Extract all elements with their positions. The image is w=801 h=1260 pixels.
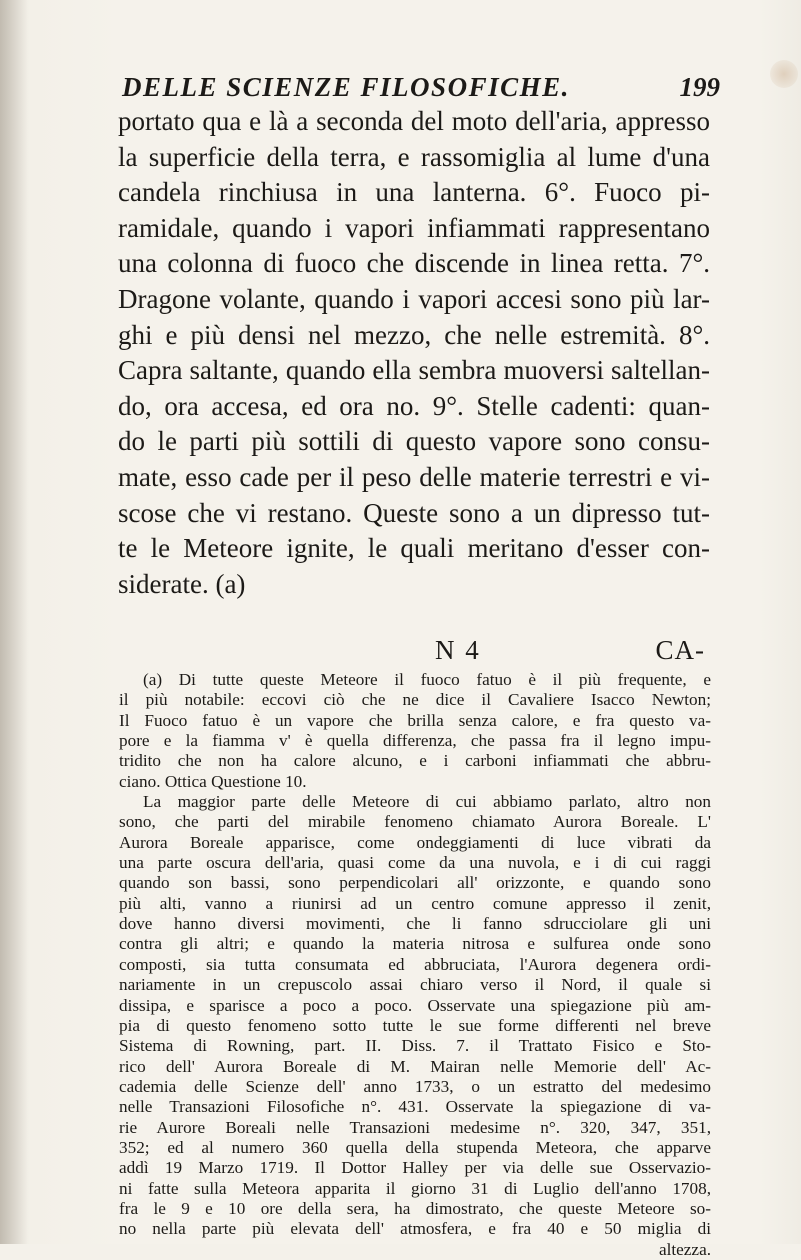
spine-shadow xyxy=(0,0,28,1244)
footnote-line: il più notabile: eccovi ciò che ne dice il Cavaliere Isacco Newton; xyxy=(119,690,711,710)
footnote-line: Sistema di Rowning, part. II. Diss. 7. il Trattato Fisico e Sto- xyxy=(119,1036,711,1056)
footnote-line: ciano. Ottica Questione 10. xyxy=(119,771,307,791)
text-line: una colonna di fuoco che discende in linea retta. 7°. xyxy=(118,248,710,279)
footnote-line: 352; ed al numero 360 quella della stupenda Meteora, che apparve xyxy=(119,1137,711,1157)
text-line: portato qua e là a seconda del moto dell'aria, appresso xyxy=(118,106,710,136)
text-line: te le Meteore ignite, le quali meritano d'esser con- xyxy=(118,533,710,564)
page-header xyxy=(118,72,758,108)
footnote-line: nelle Transazioni Filosofiche n°. 431. Osservate la spiegazione di va- xyxy=(119,1097,711,1117)
footnote-line: addì 19 Marzo 1719. Il Dottor Halley per via delle sue Osservazio- xyxy=(119,1158,711,1178)
signature-line xyxy=(120,635,705,669)
footnote-line: più alti, vanno a riunirsi ad un centro comune appresso il zenit, xyxy=(119,893,711,913)
text-line: Capra saltante, quando ella sembra muoversi saltellan- xyxy=(118,355,710,386)
footnote-line: quando son bassi, sono perpendicolari all' orizzonte, e quando sono xyxy=(119,873,711,893)
text-line: candela rinchiusa in una lanterna. 6°. Fuoco pi- xyxy=(118,177,710,208)
text-line: mate, esso cade per il peso delle materie terrestri e vi- xyxy=(118,461,710,492)
footnote-line: sono, che parti del mirabile fenomeno chiamato Aurora Boreale. L' xyxy=(119,812,711,832)
page-number: 199 xyxy=(679,72,720,102)
footnote-line: dove hanno diversi movimenti, che li fanno sdrucciolare gli uni xyxy=(119,914,711,934)
footnote-line: cademia delle Scienze dell' anno 1733, o un estratto del medesimo xyxy=(119,1076,711,1096)
main-text xyxy=(118,104,710,602)
text-line: siderate. (a) xyxy=(118,568,246,599)
footnote-line: pia di questo fenomeno sotto tutte le sue forme differenti nel breve xyxy=(119,1015,711,1035)
footnote xyxy=(119,670,711,1260)
footnote-line: fra le 9 e 10 ore della sera, ha dimostrato, che queste Meteore so- xyxy=(119,1198,711,1218)
catchword: CA- xyxy=(655,635,705,665)
footnote-line: dissipa, e sparisce a poco a poco. Osservate una spiegazione più am- xyxy=(119,995,711,1015)
text-line: do, ora accesa, ed ora no. 9°. Stelle cadenti: quan- xyxy=(118,390,710,421)
text-line: ghi e più densi nel mezzo, che nelle estremità. 8°. xyxy=(118,319,710,350)
footnote-line: La maggior parte delle Meteore di cui abbiamo parlato, altro non xyxy=(143,792,711,812)
footnote-line: nariamente in un crepuscolo assai chiaro verso il Nord, il quale si xyxy=(119,975,711,995)
text-line: la superficie della terra, e rassomiglia al lume d'una xyxy=(118,141,710,172)
footnote-line: altezza. xyxy=(659,1239,711,1259)
footnote-line: contra gli altri; e quando la materia nitrosa e sulfurea onde sono xyxy=(119,934,711,954)
text-line: ramidale, quando i vapori infiammati rappresentano xyxy=(118,212,710,243)
footnote-line: rico dell' Aurora Boreale di M. Mairan nelle Memorie dell' Ac- xyxy=(119,1056,711,1076)
footnote-line: ni fatte sulla Meteora apparita il giorno 31 di Luglio dell'anno 1708, xyxy=(119,1178,711,1198)
text-line: Dragone volante, quando i vapori accesi sono più lar- xyxy=(118,283,710,314)
text-line: do le parti più sottili di questo vapore sono consu- xyxy=(118,426,710,457)
footnote-line: una parte oscura dell'aria, quasi come da una nuvola, e i di cui raggi xyxy=(119,853,711,873)
text-line: scose che vi restano. Queste sono a un dipresso tut- xyxy=(118,497,710,528)
footnote-line: rie Aurore Boreali nelle Transazioni medesime n°. 320, 347, 351, xyxy=(119,1117,711,1137)
footnote-line: composti, sia tutta consumata ed abbruciata, l'Aurora degenera ordi- xyxy=(119,954,711,974)
footnote-line: (a) Di tutte queste Meteore il fuoco fatuo è il più frequente, e xyxy=(143,670,711,689)
footnote-line: Aurora Boreale apparisce, come ondeggiamenti di luce vibrati da xyxy=(119,832,711,852)
footnote-line: Il Fuoco fatuo è un vapore che brilla senza calore, e fra questo va- xyxy=(119,710,711,730)
running-head: DELLE SCIENZE FILOSOFICHE. xyxy=(122,72,570,102)
footnote-line: tridito che non ha calore alcuno, e i carboni infiammati che abbru- xyxy=(119,751,711,771)
paper-stain xyxy=(770,60,798,88)
signature-mark: N 4 xyxy=(435,635,481,665)
footnote-line: no nella parte più elevata dell' atmosfera, e fra 40 e 50 miglia di xyxy=(119,1219,711,1239)
footnote-line: pore e la fiamma v' è quella differenza, che passa fra il legno impu- xyxy=(119,731,711,751)
